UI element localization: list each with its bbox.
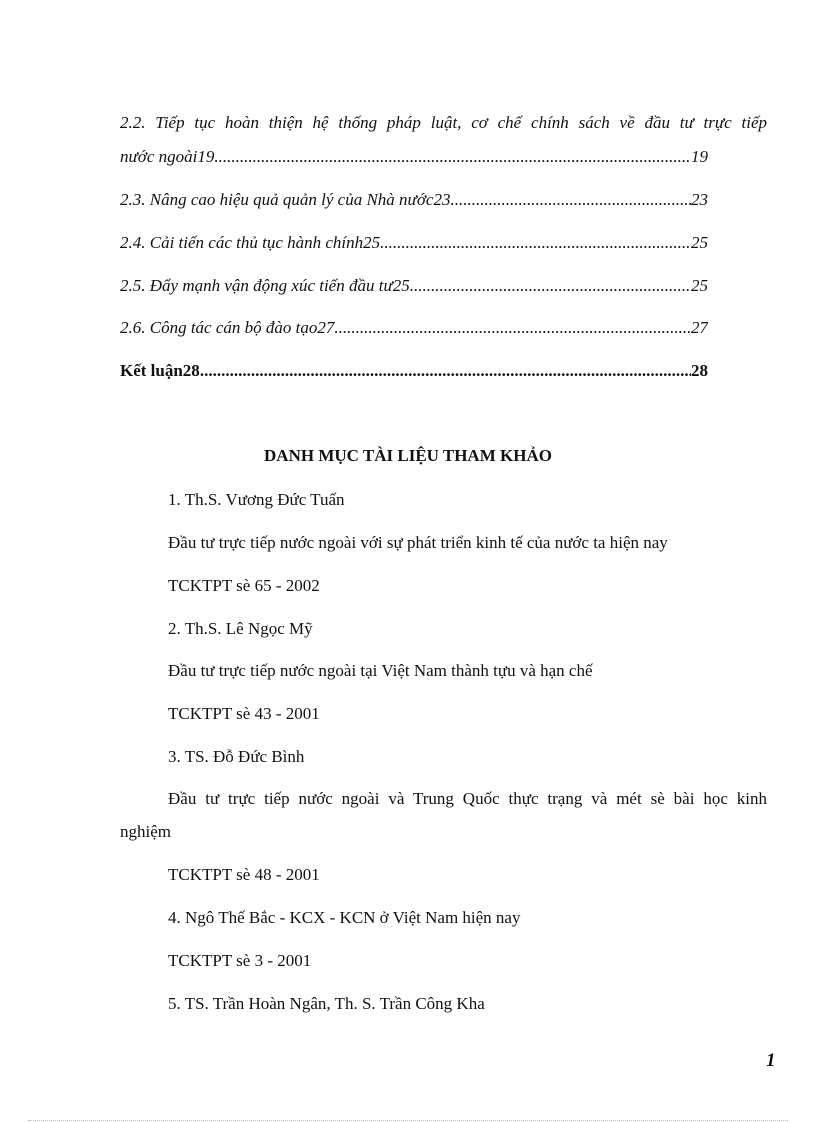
reference-2-source: TCKTPT sè 43 - 2001	[168, 704, 320, 723]
reference-4-author: 4. Ngô Thế Bắc - KCX - KCN ở Việt Nam hiện nay	[168, 908, 521, 927]
reference-5-author: 5. TS. Trần Hoàn Ngân, Th. S. Trần Công Kha	[168, 994, 485, 1013]
toc-item-2-6-text: 2.6. Công tác cán bộ đào tạo27	[120, 318, 335, 337]
toc-item-2-2-text: nước ngoài19	[120, 147, 215, 166]
toc-item-2-3-page: 23	[691, 190, 708, 209]
toc-item-2-2	[120, 147, 708, 167]
reference-3-author: 3. TS. Đỗ Đức Bình	[168, 747, 305, 766]
reference-2-author: 2. Th.S. Lê Ngọc Mỹ	[168, 619, 313, 638]
toc-leader-dots	[200, 361, 691, 381]
toc-item-2-6-page: 27	[691, 318, 708, 337]
toc-item-2-2-page: 19	[691, 147, 708, 166]
toc-item-2-2-line1: 2.2. Tiếp tục hoàn thiện hệ thống pháp luật, cơ chế chính sách về đầu tư trực tiếp	[120, 113, 767, 132]
toc-item-2-4-text: 2.4. Cải tiến các thủ tục hành chính25	[120, 233, 381, 252]
toc-conclusion-page: 28	[691, 361, 708, 380]
references-heading: DANH MỤC TÀI LIỆU THAM KHẢO	[264, 446, 552, 465]
reference-1-title: Đầu tư trực tiếp nước ngoài với sự phát triển kinh tế của nước ta hiện nay	[168, 533, 668, 552]
reference-1-author: 1. Th.S. Vương Đức Tuấn	[168, 490, 345, 509]
toc-conclusion	[120, 361, 708, 381]
reference-3-title-line2: nghiệm	[120, 822, 171, 841]
toc-leader-dots	[380, 233, 691, 253]
reference-4-source: TCKTPT sè 3 - 2001	[168, 951, 312, 970]
reference-3-title-line1: Đầu tư trực tiếp nước ngoài và Trung Quốc thực trạng và mét sè bài học kinh	[168, 789, 767, 808]
toc-item-2-5	[120, 276, 708, 296]
toc-item-2-5-page: 25	[691, 276, 708, 295]
toc-item-2-4	[120, 233, 708, 253]
toc-conclusion-text: Kết luận28	[120, 361, 200, 380]
toc-leader-dots	[334, 318, 691, 338]
page-number: 1	[766, 1050, 776, 1071]
page-bottom-divider	[28, 1120, 788, 1121]
toc-leader-dots	[214, 147, 691, 167]
toc-item-2-4-page: 25	[691, 233, 708, 252]
toc-item-2-3	[120, 190, 708, 210]
reference-1-source: TCKTPT sè 65 - 2002	[168, 576, 320, 595]
toc-item-2-6	[120, 318, 708, 338]
reference-3-source: TCKTPT sè 48 - 2001	[168, 865, 320, 884]
toc-leader-dots	[450, 190, 691, 210]
toc-item-2-3-text: 2.3. Nâng cao hiệu quả quản lý của Nhà nước23	[120, 190, 451, 209]
toc-leader-dots	[410, 276, 691, 296]
toc-item-2-5-text: 2.5. Đẩy mạnh vận động xúc tiến đầu tư25	[120, 276, 410, 295]
reference-2-title: Đầu tư trực tiếp nước ngoài tại Việt Nam thành tựu và hạn chế	[168, 661, 593, 680]
